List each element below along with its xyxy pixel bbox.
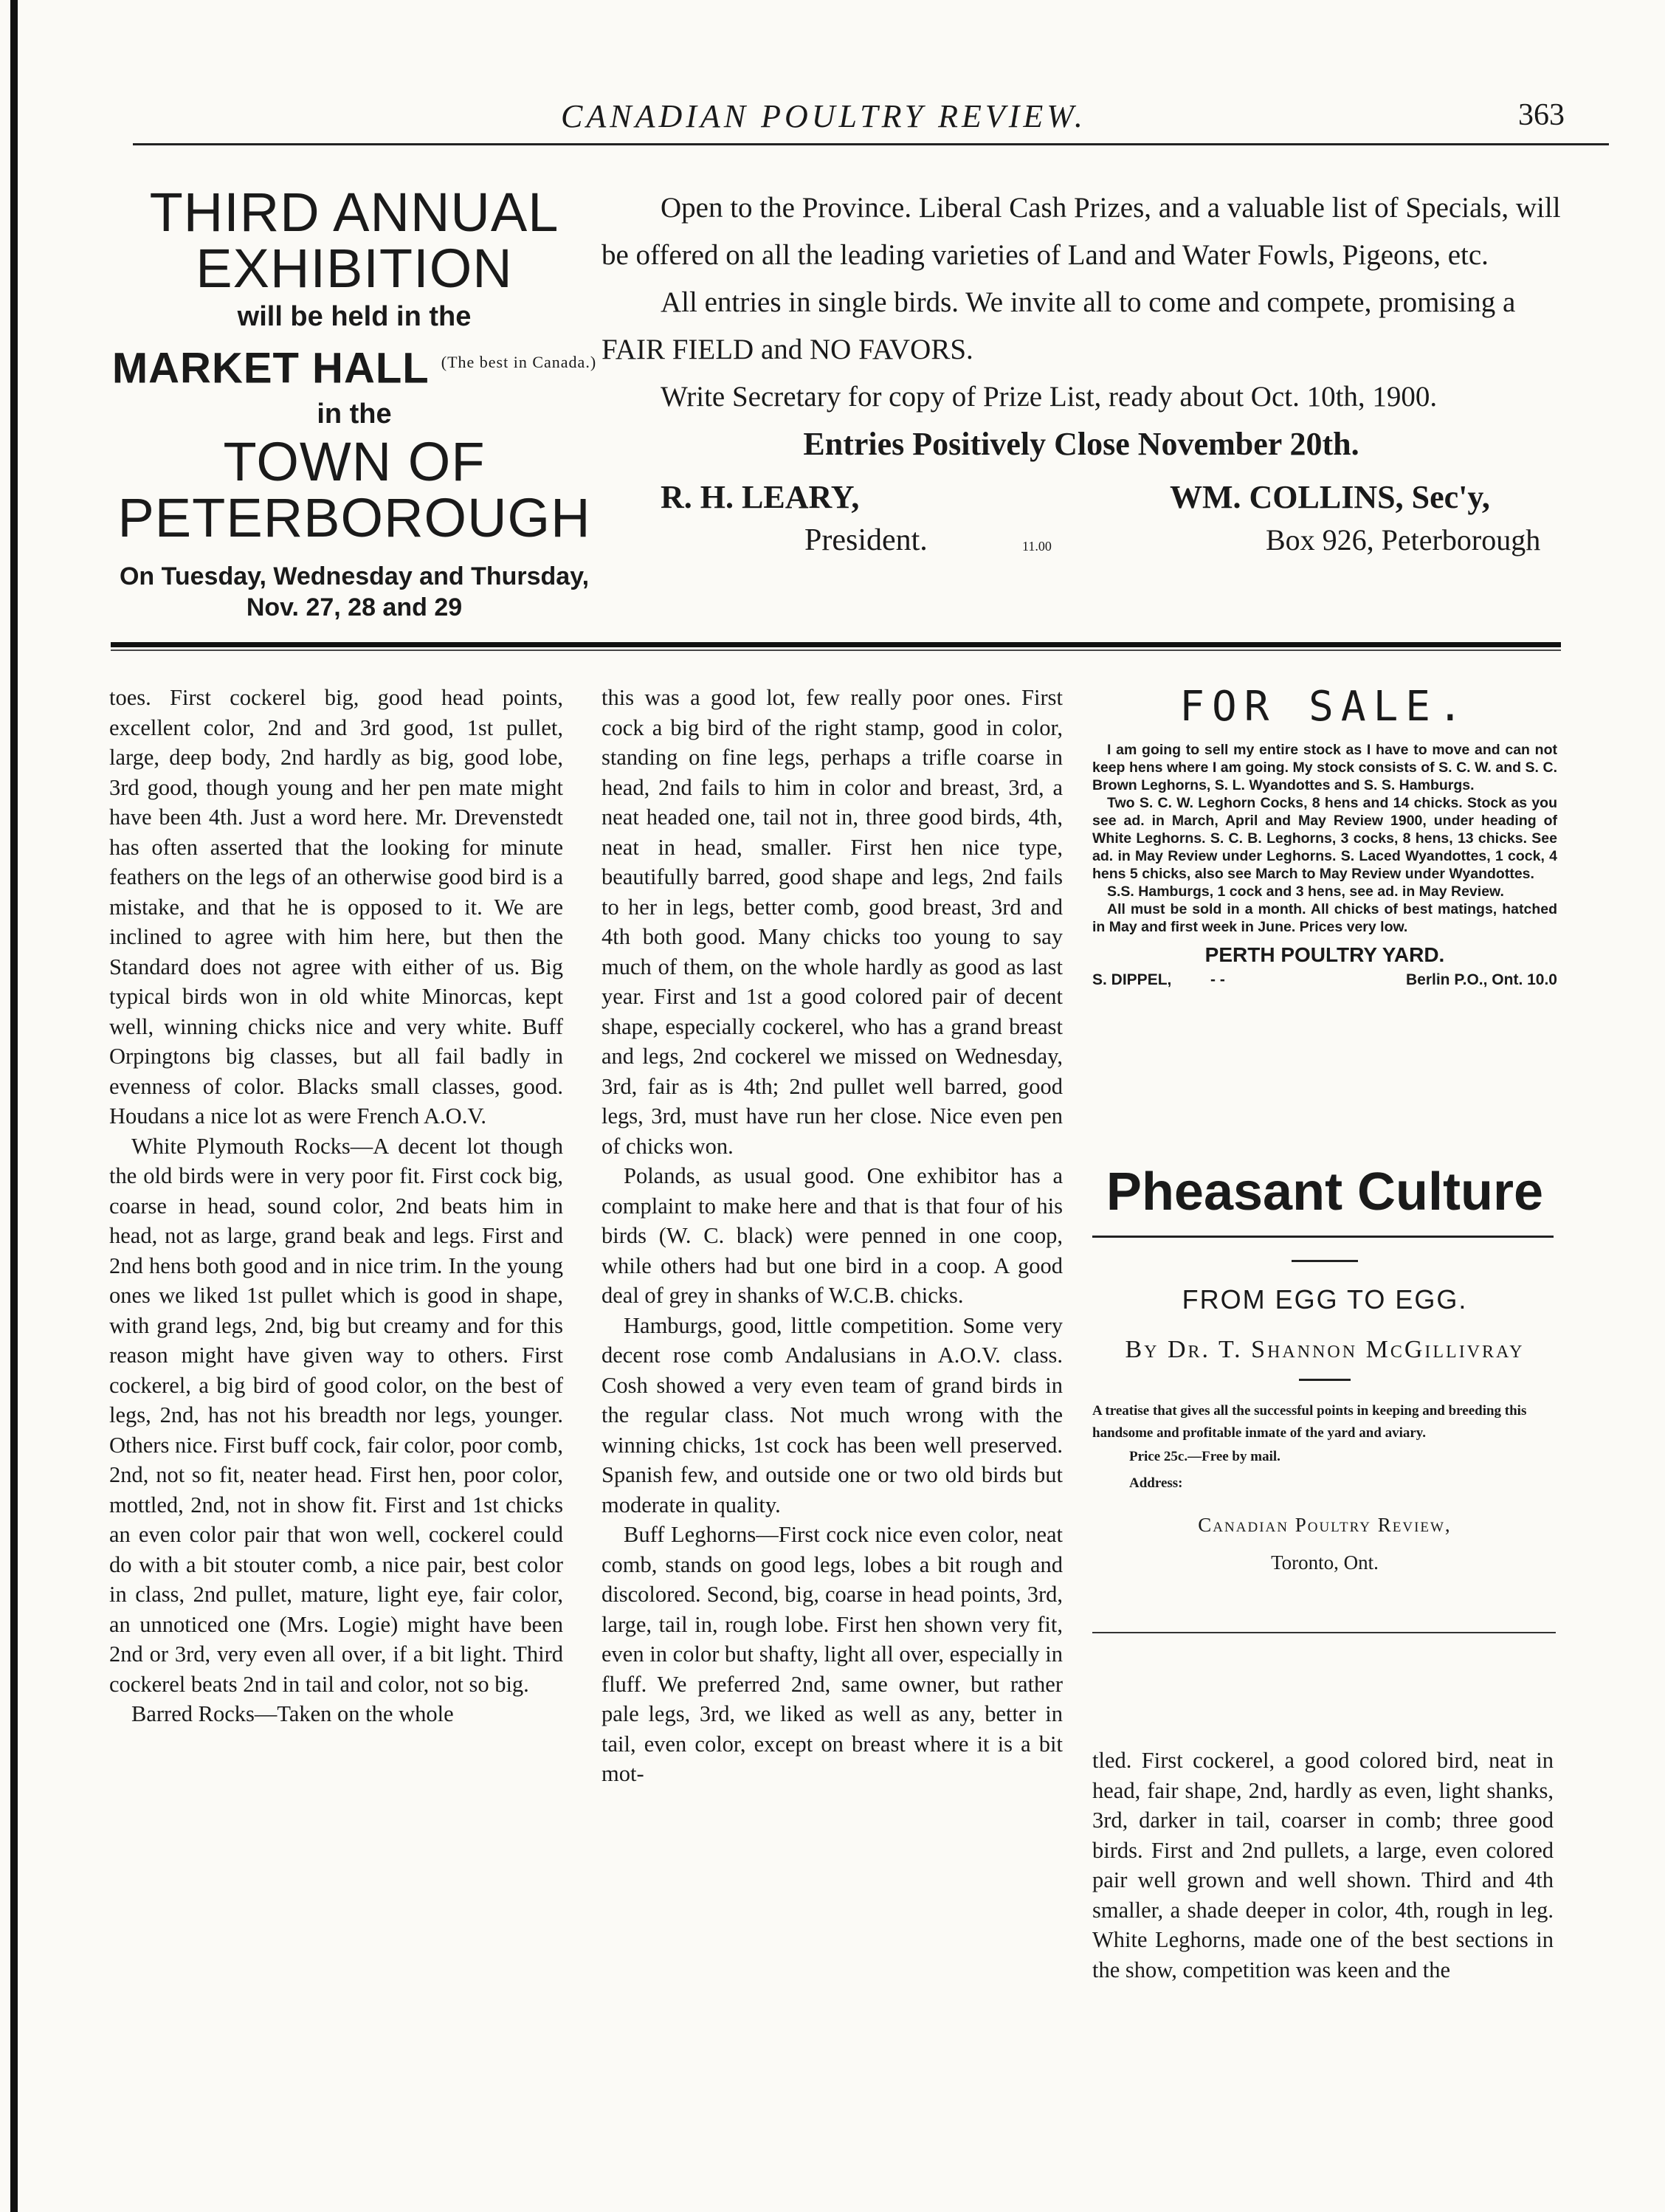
article-paragraph: this was a good lot, few really poor ones. First cock a big bird of the right stamp, good in color, standing on fine legs, perhaps a trifle coarse in head, 2nd fails to him in color and breast, 3rd, a neat headed one, tail not in, three good birds, 4th, neat in head, smaller. First hen nice type, beautifully barred, good shape and legs, 2nd fails to her in legs, better comb, good breast, 3rd and 4th both good. Many chicks too young to say much of them, on the whole hardly as good as last year. First and 1st a good colored pair of decent shape, especially cockerel, who has a grand breast and legs, 2nd cockerel we missed on Wednesday, 3rd, fair as is 4th; 2nd pullet well barred, good legs, 3rd, must have run her close. Nice even pen of chicks won.: [601, 685, 1063, 1159]
ad-hall-name: MARKET HALL: [111, 344, 429, 393]
pheasant-title: Pheasant Culture: [1106, 1162, 1544, 1222]
ad-paragraph: Write Secretary for copy of Prize List, ready about Oct. 10th, 1900.: [661, 381, 1438, 413]
for-sale-title: FOR SALE.: [1179, 683, 1470, 731]
ad-code: 11.00: [1022, 539, 1052, 554]
ad-bottom-rule: [111, 642, 1561, 647]
pheasant-culture-ad: [1092, 1159, 1557, 1633]
ad-dates: On Tuesday, Wednesday and Thursday, Nov. 27, 28 and 29: [119, 562, 590, 622]
secretary-name: WM. COLLINS, Sec'y,: [1170, 479, 1490, 515]
seller-address: Berlin P.O., Ont. 10.0: [1405, 971, 1557, 988]
for-sale-paragraph: Two S. C. W. Leghorn Cocks, 8 hens and 14 chicks. Stock as you see ad. in March, April and May Review 1900, under heading of White Leghorns. S. C. B. Leghorns, 3 cocks, 8 hens, 13 chicks. See ad. in May Review under Leghorns. S. Laced Wyandottes, 1 cock, 4 hens 5 chicks, also see March to May Review under Wyandottes.: [1092, 795, 1557, 882]
ad-market-hall: [111, 337, 598, 394]
ad-line-exhibition: EXHIBITION: [196, 238, 513, 299]
poultry-yard-name: PERTH POULTRY YARD.: [1204, 943, 1445, 966]
pheasant-city: Toronto, Ont.: [1271, 1551, 1379, 1574]
ad-line-third-annual: THIRD ANNUAL: [149, 182, 559, 243]
divider-dash: [1292, 1260, 1358, 1262]
exhibition-ad-details: [601, 185, 1561, 570]
president-title: President.: [804, 523, 928, 557]
for-sale-footer: [1092, 971, 1557, 993]
pheasant-description: A treatise that gives all the successful points in keeping and breeding this handsome and profitable inmate of the yard and aviary.: [1092, 1403, 1527, 1441]
ad-hall-note: (The best in Canada.): [441, 353, 597, 371]
pheasant-end-rule: [1092, 1632, 1556, 1633]
publication-title: CANADIAN POULTRY REVIEW.: [561, 98, 1086, 134]
exhibition-ad-heading: [111, 182, 598, 623]
pheasant-address-label: Address:: [1129, 1475, 1183, 1491]
ad-bottom-rule-thin: [111, 650, 1561, 651]
header-rule: [133, 143, 1609, 145]
article-paragraph: Barred Rocks—Taken on the whole: [131, 1701, 454, 1726]
footer-dashes: - -: [1210, 971, 1225, 988]
article-paragraph: Polands, as usual good. One exhibitor has a complaint to make here and that is that four of his birds (W. C. black) were penned in one coop, while others had but one bird in a coop. A good deal of grey in shanks of W.C.B. chicks.: [601, 1163, 1063, 1308]
pheasant-byline: By Dr. T. Shannon McGillivray: [1125, 1336, 1525, 1363]
article-column-3: [1092, 1746, 1554, 1985]
ad-paragraph: Open to the Province. Liberal Cash Prizes, and a valuable list of Specials, will be offered on all the leading varieties of Land and Water Fowls, Pigeons, etc.: [601, 192, 1561, 271]
article-paragraph: Buff Leghorns—First cock nice even color, neat comb, stands on good legs, lobes a bit rough and discolored. Second, big, coarse in head points, 3rd, large, tail in, rough lobe. First hen shown very fit, even in color but shafty, light all over, especially in fluff. We preferred 2nd, same owner, but rather pale legs, 3rd, we liked as well as any, better in tail, even color, except on breast where it is a bit mot-: [601, 1522, 1063, 1786]
article-paragraph: Hamburgs, good, little competition. Some very decent rose comb Andalusians in A.O.V. class. Cosh showed a very even team of grand birds in the regular class. Not much wrong with the winning chicks, 1st cock has been well preserved. Spanish few, and outside one or two old birds but moderate in quality.: [601, 1312, 1063, 1517]
seller-name: S. DIPPEL,: [1092, 971, 1172, 988]
page-number: 363: [1518, 98, 1565, 132]
article-column-1: [109, 683, 563, 1729]
ad-line-in-the: in the: [317, 399, 392, 430]
for-sale-paragraph: I am going to sell my entire stock as I have to move and can not keep hens where I am going. My stock consists of S. C. W. and S. C. Brown Leghorns, S. L. Wyandottes and S. S. Hamburgs.: [1092, 742, 1557, 793]
pheasant-price: Price 25c.—Free by mail.: [1129, 1449, 1280, 1464]
ad-signatures: [601, 474, 1561, 570]
for-sale-paragraph: S.S. Hamburgs, 1 cock and 3 hens, see ad. in May Review.: [1107, 883, 1504, 900]
article-column-2: [601, 683, 1063, 1789]
ad-entries-close: Entries Positively Close November 20th.: [803, 426, 1359, 462]
ad-line-held: will be held in the: [237, 301, 472, 332]
pheasant-publisher: Canadian Poultry Review,: [1198, 1514, 1452, 1536]
article-paragraph: White Plymouth Rocks—A decent lot though the old birds were in very poor fit. First cock big, coarse in head, sound color, 2nd beats him in head, not as large, grand beak and legs. First and 2nd hens both good and in nice trim. In the young ones we liked 1st pullet which is good in shape, with grand legs, 2nd, big but creamy and for this reason might have given way to others. First cockerel, a big bird of good color, on the best of legs, 2nd, has not his breadth nor legs, younger. Others nice. First buff cock, fair color, poor comb, 2nd, not so fit, neater head. First hen, poor color, mottled, 2nd, not in show fit. First and 1st chicks an even color pair that won well, cockerel could do with a bit stouter comb, a nice pair, best color in class, 2nd pullet, mature, light eye, fair color, an unnoticed one (Mrs. Logie) might have been 2nd or 3rd, very even all over, if a bit light. Third cockerel beats 2nd in tail and color, not so big.: [109, 1133, 563, 1697]
for-sale-notice: [1092, 683, 1557, 993]
article-paragraph: toes. First cockerel big, good head points, excellent color, 2nd and 3rd good, 1st pullet, large, deep body, 2nd hardly as big, good lobe, 3rd good, though young and her pen mate might have been 4th. Just a word here. Mr. Drevenstedt has often asserted that the looking for minute feathers on the legs of an otherwise good bird is a mistake, and that he is opposed to it. We are inclined to agree with him here, but then the Standard does not agree with either of us. Big typical birds won in old white Minorcas, kept well, winning chicks nice and very white. Buff Orpingtons big classes, but all fail badly in evenness of color. Blacks small classes, good. Houdans a nice lot as were French A.O.V.: [109, 685, 563, 1129]
secretary-address: Box 926, Peterborough: [1266, 523, 1541, 557]
ad-town-of: TOWN OF: [223, 431, 486, 493]
president-name: R. H. LEARY,: [661, 479, 860, 515]
pheasant-title-rule: [1092, 1236, 1554, 1238]
scan-binding-edge: [10, 0, 18, 2212]
for-sale-body: [1092, 741, 1557, 936]
for-sale-paragraph: All must be sold in a month. All chicks of best matings, hatched in May and first week in June. Prices very low.: [1092, 901, 1557, 935]
pheasant-subtitle: FROM EGG TO EGG.: [1182, 1284, 1468, 1315]
ad-town-name: PETERBOROUGH: [117, 487, 591, 549]
divider-dash: [1299, 1379, 1351, 1381]
running-head: [89, 90, 1565, 134]
ad-paragraph: All entries in single birds. We invite all to come and compete, promising a FAIR FIELD and NO FAVORS.: [601, 286, 1516, 365]
article-paragraph: tled. First cockerel, a good colored bird, neat in head, fair shape, 2nd, hardly as even, light shanks, 3rd, darker in tail, coarser in comb; three good birds. First and 2nd pullets, a large, even colored pair well grown and well shown. Third and 4th smaller, a shade deeper in color, 4th, rough in leg. White Leghorns, made one of the best sections in the show, competition was keen and the: [1092, 1748, 1554, 1982]
